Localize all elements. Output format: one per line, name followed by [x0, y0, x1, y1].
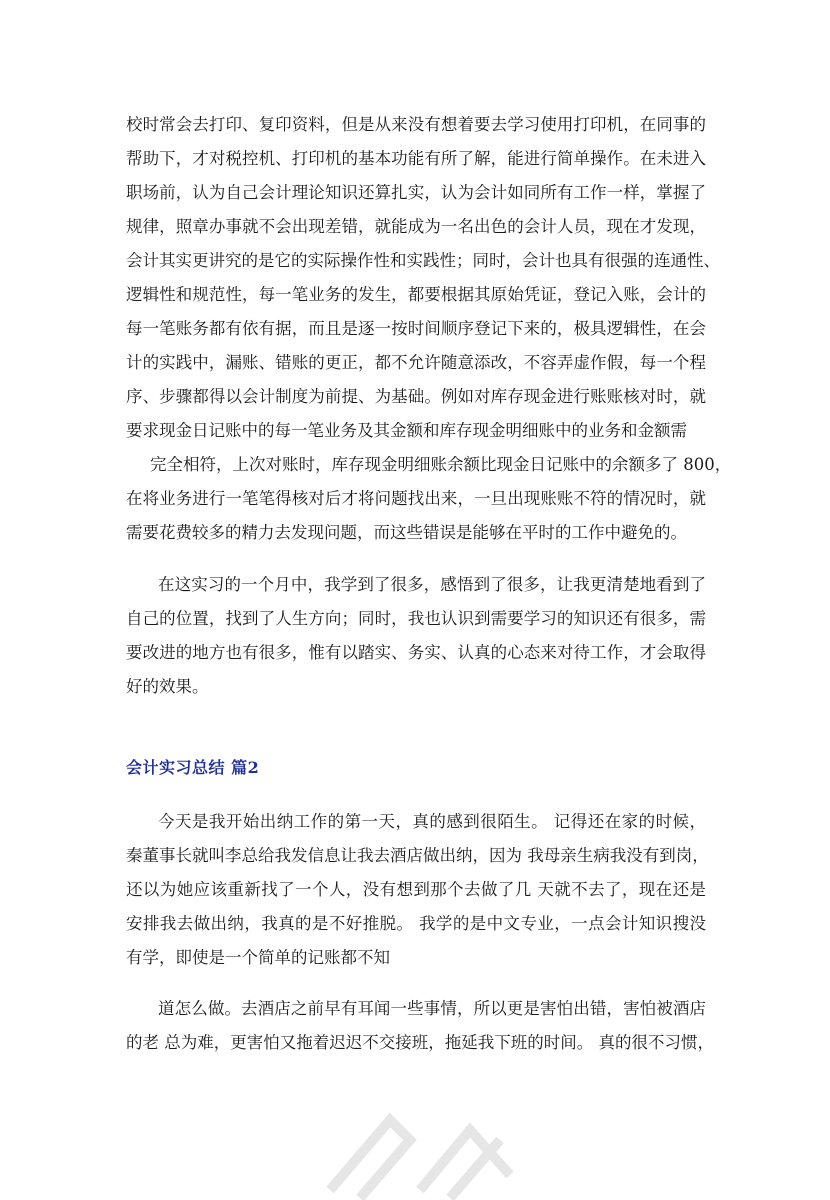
text-line: 计的实践中，漏账、错账的更正，都不允许随意添改，不容弄虚作假，每一个程	[126, 353, 706, 372]
section-heading: 会计实习总结 篇2	[126, 758, 260, 777]
text-line: 今天是我开始出纳工作的第一天，真的感到很陌生。 记得还在家的时候，	[158, 812, 706, 831]
text-line: 的老 总为难，更害怕又拖着迟迟不交接班，拖延我下班的时间。 真的很不习惯，	[126, 1033, 714, 1052]
text-line: 道怎么做。去酒店之前早有耳闻一些事情，所以更是害怕出错，害怕被酒店	[158, 999, 706, 1018]
text-line: 会计其实更讲究的是它的实际操作性和实践性；同时，会计也具有很强的连通性、	[126, 251, 720, 270]
text-line: 安排我去做出纳，我真的是不好推脱。 我学的是中文专业，一点会计知识搜没	[126, 914, 706, 933]
text-line: 还以为她应该重新找了一个人，没有想到那个去做了几 天就不去了，现在还是	[126, 880, 706, 899]
text-line: 有学，即使是一个简单的记账都不知	[126, 948, 390, 967]
text-line: 每一笔账务都有依有据，而且是逐一按时间顺序登记下来的，极具逻辑性，在会	[126, 319, 706, 338]
text-line: 在这实习的一个月中，我学到了很多，感悟到了很多，让我更清楚地看到了	[158, 575, 706, 594]
text-line: 需要花费较多的精力去发现问题，而这些错误是能够在平时的工作中避免的。	[126, 523, 687, 542]
text-line: 秦董事长就叫李总给我发信息让我去酒店做出纳，因为 我母亲生病我没有到岗，	[126, 846, 709, 865]
text-line: 职场前，认为自己会计理论知识还算扎实，认为会计如同所有工作一样，掌握了	[126, 183, 706, 202]
text-line: 逻辑性和规范性，每一笔业务的发生，都要根据其原始凭证，登记入账，会计的	[126, 285, 706, 304]
text-line: 好的效果。	[126, 677, 209, 696]
text-line: 帮助下，才对税控机、打印机的基本功能有所了解，能进行简单操作。在未进入	[126, 149, 706, 168]
text-line: 要求现金日记账中的每一笔业务及其金额和库存现金明细账中的业务和金额需	[126, 421, 687, 440]
text-line: 自己的位置，找到了人生方向；同时，我也认识到需要学习的知识还有很多，需	[126, 609, 706, 628]
text-line: 序、步骤都得以会计制度为前提、为基础。例如对库存现金进行账账核对时，就	[126, 387, 706, 406]
text-line: 完全相符，上次对账时，库存现金明细账余额比现金日记账中的余额多了 800，	[150, 455, 732, 474]
watermark-graphic	[300, 1080, 540, 1200]
text-line: 在将业务进行一笔笔得核对后才将问题找出来，一旦出现账账不符的情况时，就	[126, 489, 706, 508]
text-line: 校时常会去打印、复印资料，但是从来没有想着要去学习使用打印机，在同事的	[126, 115, 706, 134]
text-line: 规律，照章办事就不会出现差错，就能成为一名出色的会计人员，现在才发现，	[126, 217, 706, 236]
text-line: 要改进的地方也有很多，惟有以踏实、务实、认真的心态来对待工作，才会取得	[126, 643, 706, 662]
